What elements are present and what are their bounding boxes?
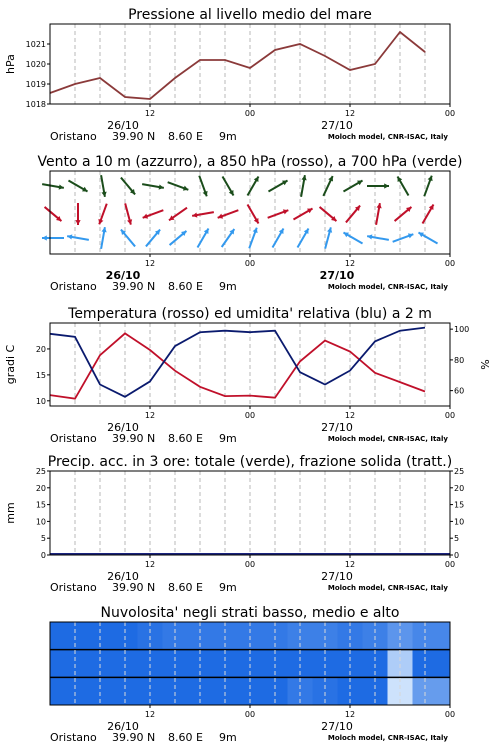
data-point [349, 69, 350, 70]
wind-arrow [343, 181, 362, 192]
x-tick-label: 12 [344, 710, 356, 719]
x-tick-label: 00 [244, 560, 256, 569]
y-tick-label: 1020 [25, 60, 46, 69]
y-tick-label: 15 [35, 500, 46, 510]
data-point [149, 98, 150, 99]
station-lat: 39.90 N [112, 731, 156, 744]
wind-arrow [198, 228, 209, 247]
wind-arrow [343, 233, 362, 244]
x-tick-label: 12 [344, 259, 356, 268]
wind-arrow [170, 231, 187, 245]
y-tick-label: 0 [40, 551, 46, 560]
wind-arrow [169, 208, 187, 221]
x-tick-label: 12 [144, 259, 156, 268]
x-tick-label: 12 [144, 411, 156, 420]
wind-arrow [121, 178, 135, 195]
date-label: 27/10 [321, 720, 353, 733]
station-lon: 8.60 E [168, 731, 203, 744]
wind-arrow [418, 233, 437, 244]
pressure-line [50, 32, 425, 99]
wind-arrow [423, 204, 434, 223]
x-tick-label: 12 [144, 560, 156, 569]
y-tick-label-right: 100 [454, 325, 470, 335]
station-elev: 9m [219, 581, 237, 594]
wind-arrow [367, 183, 389, 188]
data-point [399, 31, 400, 32]
wind-arrow [192, 212, 214, 218]
x-tick-label: 00 [444, 109, 456, 118]
x-tick-label: 12 [344, 109, 356, 118]
model-source: Moloch model, CNR-ISAC, Italy [327, 283, 448, 291]
x-tick-label: 00 [244, 259, 256, 268]
wind-arrow [248, 204, 259, 223]
x-tick-label: 00 [444, 259, 456, 268]
date-label: 26/10 [107, 119, 139, 132]
y-tick-label-right: 5 [454, 534, 460, 544]
wind-arrow [45, 207, 62, 221]
wind-arrow [248, 176, 259, 195]
x-tick-label: 00 [444, 710, 456, 719]
wind-head [384, 183, 389, 188]
temperature-line [50, 333, 425, 398]
data-point [274, 49, 275, 50]
wind-arrow [273, 228, 284, 247]
y-tick-label-right: 20 [454, 483, 465, 493]
wind-arrow [125, 203, 132, 224]
cloud-cell [50, 677, 63, 705]
chart-title: Pressione al livello medio del mare [128, 7, 372, 23]
y-tick-label: 1019 [25, 80, 46, 89]
wind-arrow [393, 233, 414, 241]
wind-arrow [398, 176, 409, 195]
data-point [224, 59, 225, 60]
wind-arrow [223, 176, 234, 195]
y-tick-label-right: 10 [454, 517, 465, 527]
y-tick-label: 10 [35, 396, 46, 406]
wind-arrow [298, 228, 309, 247]
wind-arrow [268, 181, 287, 192]
station-lat: 39.90 N [112, 280, 156, 293]
wind-arrow [101, 175, 107, 197]
station-elev: 9m [219, 432, 237, 445]
station-elev: 9m [219, 130, 237, 143]
wind-head [75, 220, 80, 225]
x-tick-label: 00 [444, 560, 456, 569]
wind-arrow [218, 210, 239, 218]
wind-arrow [142, 184, 164, 190]
wind-arrow [121, 230, 135, 247]
model-source: Moloch model, CNR-ISAC, Italy [327, 435, 448, 443]
date-label: 26/10 [105, 269, 141, 282]
wind-head [42, 235, 47, 240]
wind-arrow [293, 209, 312, 220]
chart-title: Vento a 10 m (azzurro), a 850 hPa (rosso), a 700 hPa (verde) [37, 154, 463, 170]
wind-arrow [42, 184, 64, 190]
date-label: 27/10 [321, 570, 353, 583]
wind-arrow [222, 229, 235, 247]
wind-arrow [395, 207, 412, 221]
station-lon: 8.60 E [168, 280, 203, 293]
station-elev: 9m [219, 280, 237, 293]
data-point [74, 83, 75, 84]
y-axis-label: gradi C [4, 344, 17, 385]
station-name: Oristano [50, 280, 97, 293]
x-tick-label: 00 [244, 710, 256, 719]
wind-arrow [68, 181, 87, 192]
data-point [299, 43, 300, 44]
x-tick-label: 12 [144, 710, 156, 719]
x-tick-label: 12 [344, 560, 356, 569]
wind-arrow [146, 230, 160, 247]
y-axis-label: mm [4, 502, 17, 524]
data-point [324, 55, 325, 56]
model-source: Moloch model, CNR-ISAC, Italy [327, 584, 448, 592]
humidity-line [50, 328, 425, 397]
date-label: 27/10 [321, 421, 353, 434]
x-tick-label: 00 [444, 411, 456, 420]
y-tick-label-right: 0 [454, 551, 460, 560]
data-point [374, 63, 375, 64]
date-label: 26/10 [107, 570, 139, 583]
wind-arrow [367, 234, 389, 240]
x-tick-label: 12 [344, 411, 356, 420]
wind-arrow [301, 175, 307, 197]
data-point [124, 96, 125, 97]
date-label: 26/10 [107, 421, 139, 434]
y-axis-label: hPa [4, 54, 17, 74]
data-point [99, 77, 100, 78]
y-tick-label: 20 [35, 344, 46, 354]
chart-title: Nuvolosita' negli strati basso, medio e alto [100, 605, 400, 621]
station-lat: 39.90 N [112, 130, 156, 143]
y-tick-label: 10 [35, 517, 46, 527]
y-tick-label-right: 15 [454, 500, 465, 510]
wind-arrow [42, 235, 64, 240]
station-name: Oristano [50, 432, 97, 445]
wind-arrow [268, 209, 289, 217]
station-elev: 9m [219, 731, 237, 744]
date-label: 27/10 [319, 269, 355, 282]
station-lat: 39.90 N [112, 581, 156, 594]
data-point [174, 77, 175, 78]
wind-arrow [168, 182, 189, 190]
wind-arrow [346, 206, 360, 223]
y-tick-label: 15 [35, 370, 46, 380]
chart-title: Precip. acc. in 3 ore: totale (verde), frazione solida (tratt.) [47, 454, 453, 470]
station-lon: 8.60 E [168, 432, 203, 445]
wind-arrow [75, 203, 80, 225]
model-source: Moloch model, CNR-ISAC, Italy [327, 133, 448, 141]
date-label: 27/10 [321, 119, 353, 132]
y-tick-label-right: 25 [454, 467, 465, 476]
station-name: Oristano [50, 581, 97, 594]
cloud-cell [438, 677, 451, 705]
y-tick-label-right: 60 [454, 386, 465, 396]
y-axis-label-right: % [479, 359, 492, 370]
cloud-cell [438, 650, 451, 678]
plot-frame-0 [50, 24, 450, 104]
station-lon: 8.60 E [168, 130, 203, 143]
wind-arrow [376, 203, 382, 225]
y-tick-label: 1018 [25, 100, 46, 109]
x-tick-label: 12 [144, 109, 156, 118]
date-label: 26/10 [107, 720, 139, 733]
data-point [424, 51, 425, 52]
cloud-cell [438, 622, 451, 650]
data-point [199, 59, 200, 60]
cloud-cell [50, 650, 63, 678]
model-source: Moloch model, CNR-ISAC, Italy [327, 734, 448, 742]
y-tick-label: 1021 [25, 40, 46, 49]
wind-arrow [101, 227, 107, 249]
station-name: Oristano [50, 130, 97, 143]
x-tick-label: 00 [244, 411, 256, 420]
chart-title: Temperatura (rosso) ed umidita' relativa (blu) a 2 m [68, 306, 432, 322]
wind-arrow [143, 210, 164, 218]
cloud-cell [50, 622, 63, 650]
x-tick-label: 00 [244, 109, 256, 118]
data-point [249, 67, 250, 68]
y-tick-label: 20 [35, 483, 46, 493]
station-name: Oristano [50, 731, 97, 744]
wind-arrow [67, 234, 89, 240]
y-tick-label: 5 [40, 534, 46, 544]
y-tick-label: 25 [35, 467, 46, 476]
station-lat: 39.90 N [112, 432, 156, 445]
wind-arrow [320, 207, 337, 221]
station-lon: 8.60 E [168, 581, 203, 594]
wind-arrow [325, 227, 332, 248]
y-tick-label-right: 80 [454, 355, 465, 365]
